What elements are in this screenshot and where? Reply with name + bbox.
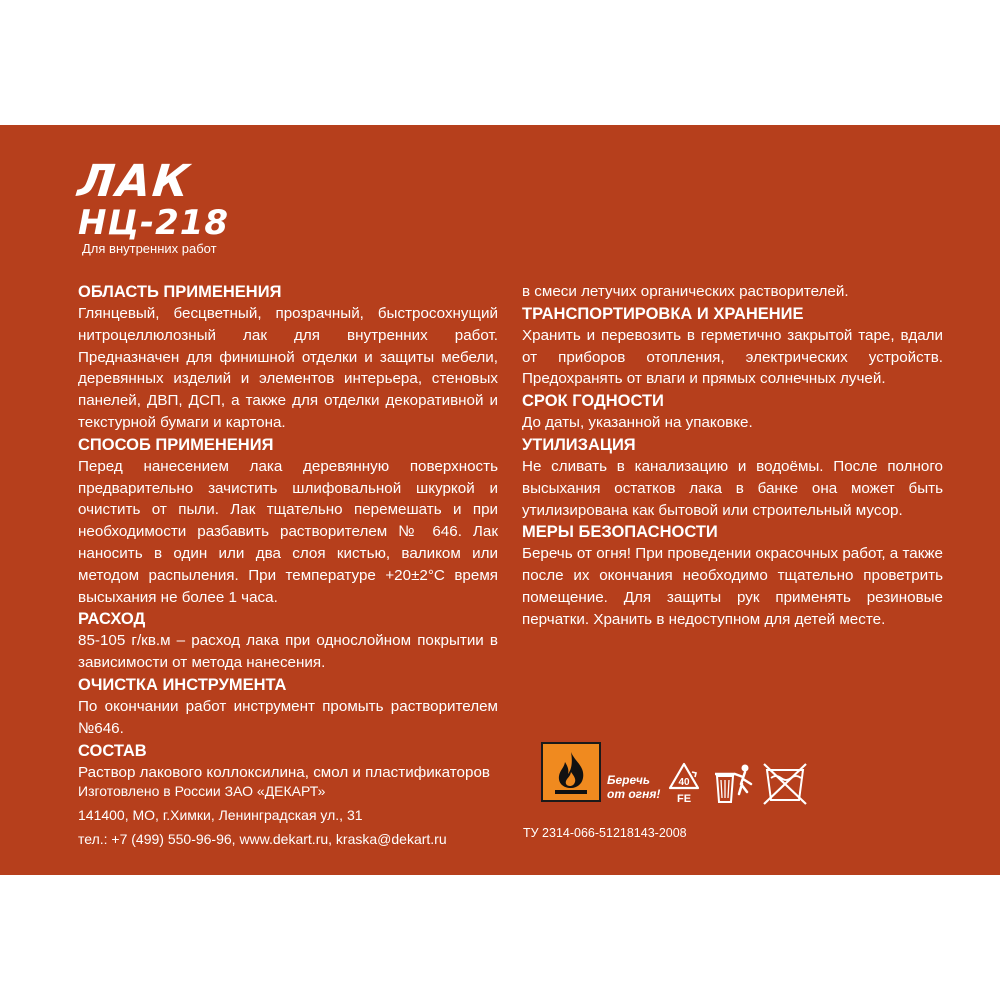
section-text: До даты, указанной на упаковке. — [522, 414, 753, 432]
safety-icons — [541, 742, 821, 806]
technical-standard: ТУ 2314-066-51218143-2008 — [523, 826, 687, 840]
title-line-1: ЛАК — [75, 156, 194, 207]
section-application — [78, 281, 498, 434]
manufacturer-info — [78, 779, 447, 851]
section-text: По окончании работ инструмент промыть растворителем №646. — [78, 697, 498, 737]
right-column — [522, 281, 943, 631]
section-shelf-life — [522, 390, 943, 434]
manufacturer-contacts: тел.: +7 (499) 550-96-96, www.dekart.ru, kraska@dekart.ru — [78, 831, 447, 847]
recycle-number: 40 — [678, 777, 690, 788]
fire-warning-line-2: от огня! — [607, 787, 661, 801]
section-consumption — [78, 608, 498, 674]
product-title — [75, 156, 230, 243]
section-text: Раствор лакового коллоксилина, смол и пластификаторов — [78, 763, 490, 781]
title-line-2: НЦ-218 — [78, 203, 230, 243]
section-method — [78, 434, 498, 609]
section-tool-cleaning — [78, 674, 498, 740]
composition-continuation: в смеси летучих органических растворителей. — [522, 283, 849, 300]
manufacturer-name: Изготовлено в России ЗАО «ДЕКАРТ» — [78, 783, 326, 799]
section-heading: СОСТАВ — [78, 741, 147, 760]
section-text: Беречь от огня! При проведении окрасочных работ, а также после их окончания необходимо тщательно проветрить помещение. Для защиты рук применять резиновые перчатки. Хранить в недоступном для детей месте. — [522, 545, 943, 628]
section-heading: МЕРЫ БЕЗОПАСНОСТИ — [522, 523, 718, 542]
no-wash-icon — [761, 760, 809, 806]
fire-warning-line-1: Беречь — [607, 773, 650, 787]
section-heading: СПОСОБ ПРИМЕНЕНИЯ — [78, 435, 274, 454]
fire-warning-text — [607, 773, 660, 801]
section-text: 85-105 г/кв.м – расход лака при однослойном покрытии в зависимости от метода нанесения. — [78, 632, 498, 672]
section-text: Перед нанесением лака деревянную поверхность предварительно зачистить шлифовальной шкуркой и очистить от пыли. Лак тщательно перемешать и при необходимости разбавить растворителем № 646. Лак наносить в один или два слоя кистью, валиком или методом распыления. При температуре +20±2°С время высыхания не более 1 часа. — [78, 457, 498, 606]
section-heading: УТИЛИЗАЦИЯ — [522, 435, 636, 454]
section-heading: ОЧИСТКА ИНСТРУМЕНТА — [78, 675, 287, 694]
recycle-code: FE — [676, 793, 692, 805]
product-subtitle: Для внутренних работ — [82, 241, 217, 256]
section-heading: СРОК ГОДНОСТИ — [522, 392, 664, 411]
section-transport-storage — [522, 303, 943, 390]
manufacturer-address: 141400, МО, г.Химки, Ленинградская ул., 31 — [78, 807, 363, 823]
section-heading: РАСХОД — [78, 610, 146, 629]
flammable-icon — [541, 742, 601, 802]
section-disposal — [522, 434, 943, 521]
section-heading: ОБЛАСТЬ ПРИМЕНЕНИЯ — [78, 283, 282, 301]
section-safety — [522, 521, 943, 630]
section-composition — [78, 740, 498, 784]
section-text: Хранить и перевозить в герметично закрытой таре, вдали от приборов отопления, электрических устройств. Предохранять от влаги и прямых солнечных лучей. — [522, 326, 943, 388]
left-column — [78, 281, 498, 783]
section-heading: ТРАНСПОРТИРОВКА И ХРАНЕНИЕ — [522, 304, 804, 323]
section-text: Не сливать в канализацию и водоёмы. После полного высыхания остатков лака в банке она может быть утилизирована как бытовой или строительный мусор. — [522, 457, 943, 519]
recycle-fe-icon — [667, 760, 701, 806]
section-text: Глянцевый, бесцветный, прозрачный, быстросохнущий нитроцеллюлозный лак для внутренних работ. Предназначен для финишной отделки и защиты мебели, деревянных изделий и элементов интерьера, стеновых панелей, ДВП, ДСП, а также для отделки декоративной и текстурной бумаги и картона. — [78, 305, 498, 431]
trash-bin-icon — [713, 762, 755, 806]
